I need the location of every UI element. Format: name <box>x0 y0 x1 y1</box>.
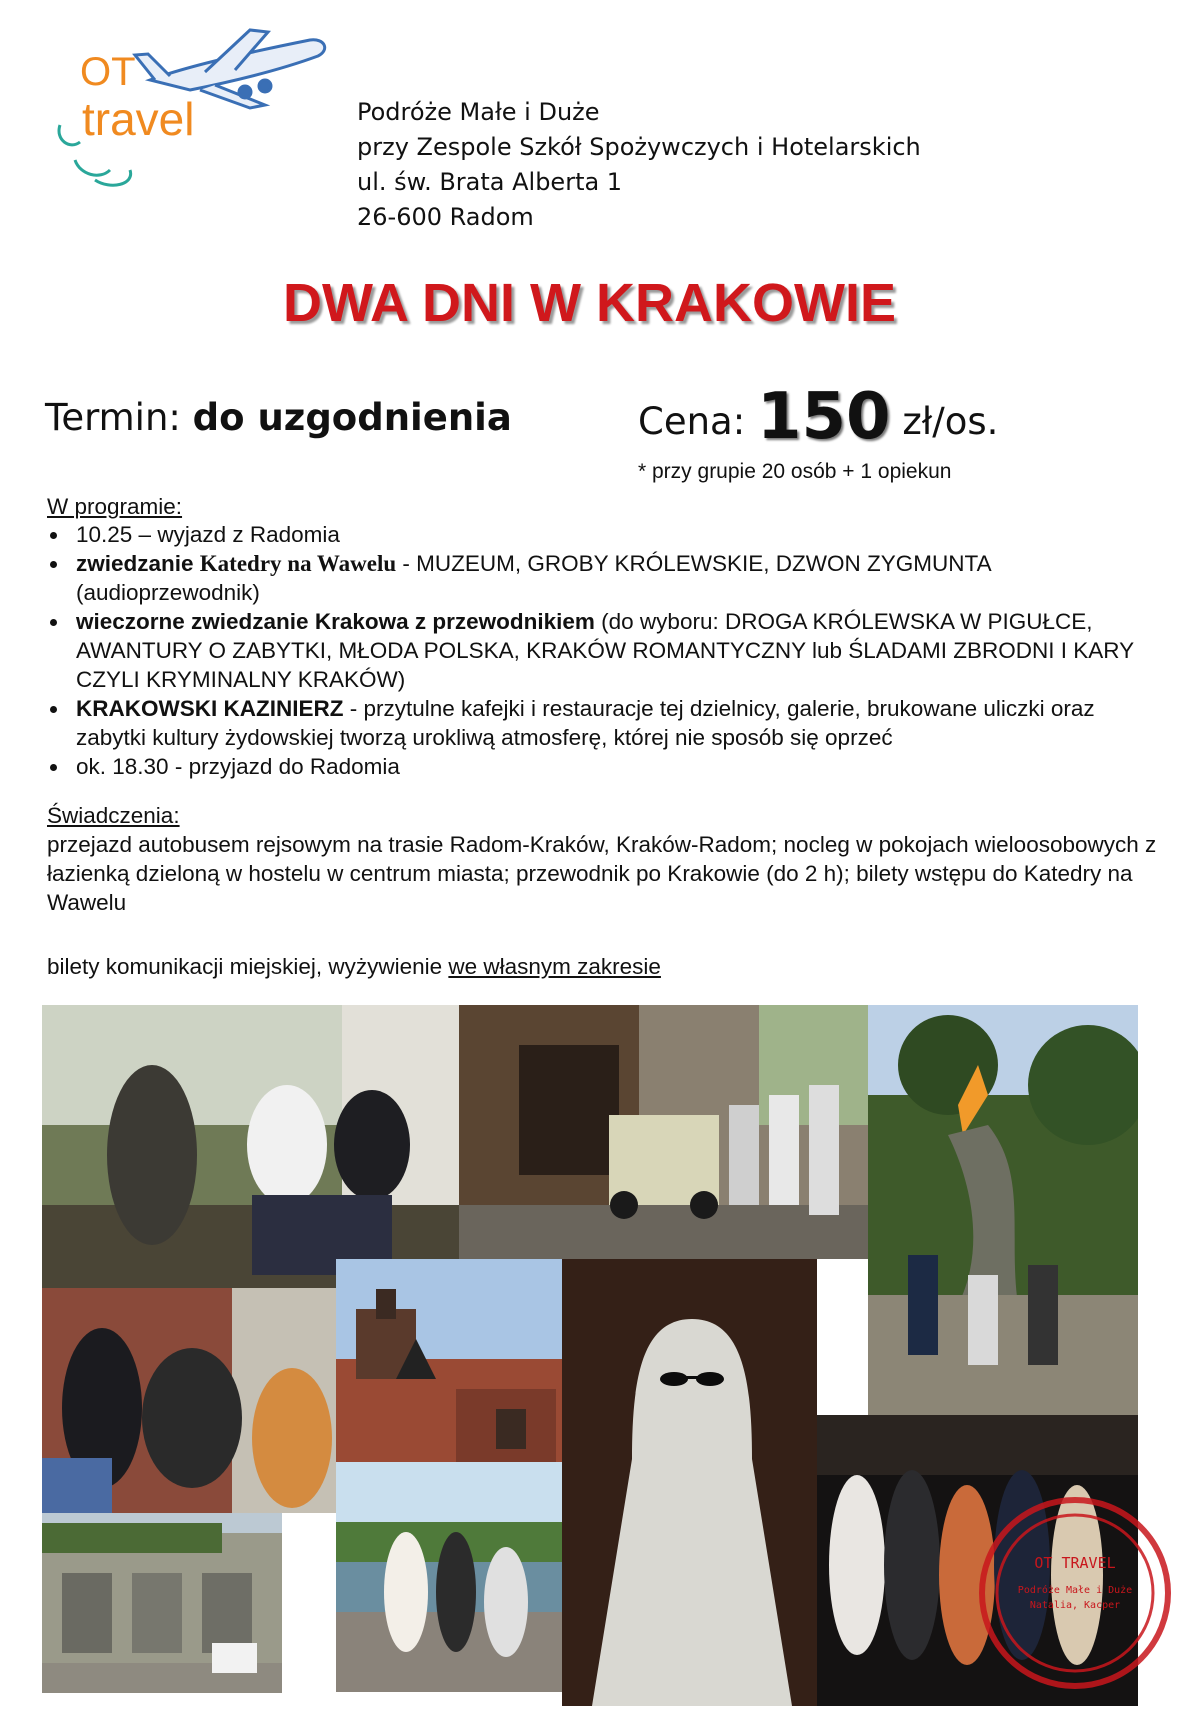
list-item <box>47 520 1157 549</box>
page-title: DWA DNI W KRAKOWIE <box>283 273 896 333</box>
services-heading: Świadczenia: <box>47 803 180 828</box>
item-serif: Katedry na Wawelu <box>199 551 397 576</box>
item-bold: zwiedzanie <box>76 551 200 576</box>
item-rest: (do wyboru: DROGA KRÓLEWSKA W PIGUŁCE, AWANTURY O ZABYTKI, MŁODA POLSKA, KRAKÓW ROMANTYCZNY lub ŚLADAMI ZBRODNI I KARY CZYLI KRYMINALNY KRAKÓW) <box>76 609 1134 692</box>
photo-wawel <box>336 1259 562 1462</box>
company-stamp <box>975 1493 1175 1693</box>
price-unit: zł/os. <box>902 400 999 443</box>
photo-kazimierz <box>42 1513 282 1693</box>
list-item <box>47 694 1157 752</box>
item-text: 10.25 – wyjazd z Radomia <box>76 522 340 547</box>
photo-river <box>336 1462 562 1692</box>
term-label: Termin: <box>45 396 181 439</box>
services-text: przejazd autobusem rejsowym na trasie Radom-Kraków, Kraków-Radom; nocleg w pokojach wieloosobowych z łazienką dzieloną w hostelu w centrum miasta; przewodnik po Krakowie (do 2 h); bilety wstępu do Katedry na Wawelu <box>47 832 1157 915</box>
logo <box>40 10 330 200</box>
extra-info <box>47 952 661 981</box>
company-address <box>357 95 921 235</box>
item-text: ok. 18.30 - przyjazd do Radomia <box>76 754 400 779</box>
program-heading: W programie: <box>47 494 183 519</box>
item-bold: KRAKOWSKI KAZINIERZ <box>76 696 344 721</box>
price-amount: 150 <box>756 380 891 454</box>
item-bold: wieczorne zwiedzanie Krakowa z przewodnikiem <box>76 609 595 634</box>
address-line: przy Zespole Szkół Spożywczych i Hotelarskich <box>357 133 921 161</box>
extra-text: bilety komunikacji miejskiej, wyżywienie <box>47 954 449 979</box>
list-item <box>47 607 1157 694</box>
stamp-line1: Podróże Małe i Duże <box>1017 1585 1133 1596</box>
term-value: do uzgodnienia <box>192 396 512 439</box>
item-rest: - MUZEUM, GROBY KRÓLEWSKIE, DZWON ZYGMUNTA (audioprzewodnik) <box>76 551 991 605</box>
price-label: Cena: <box>638 400 746 443</box>
logo-ot: OT <box>80 50 136 94</box>
photo-wall-group <box>42 1288 336 1513</box>
logo-travel: travel <box>82 93 195 145</box>
photo-street-cart <box>459 1005 868 1259</box>
photo-ghost <box>562 1259 817 1706</box>
list-item <box>47 752 1157 781</box>
stamp-name: OT TRAVEL <box>1034 1554 1116 1572</box>
term <box>45 396 512 439</box>
price-note: * przy grupie 20 osób + 1 opiekun <box>638 460 952 483</box>
address-line: Podróże Małe i Duże <box>357 98 600 126</box>
item-rest: - przytulne kafejki i restauracje tej dzielnicy, galerie, brukowane uliczki oraz zabytki kultury żydowskiej tworzą urokliwą atmosferę, której nie sposób się oprzeć <box>76 696 1095 750</box>
photo-dragon <box>868 1005 1138 1415</box>
address-line: 26-600 Radom <box>357 203 534 231</box>
program-list <box>47 520 1157 781</box>
price <box>638 380 998 454</box>
photo-statue <box>42 1005 459 1288</box>
extra-underlined: we własnym zakresie <box>448 954 661 979</box>
stamp-line2: Natalia, Kacper <box>1029 1600 1121 1611</box>
address-line: ul. św. Brata Alberta 1 <box>357 168 623 196</box>
list-item <box>47 549 1157 607</box>
